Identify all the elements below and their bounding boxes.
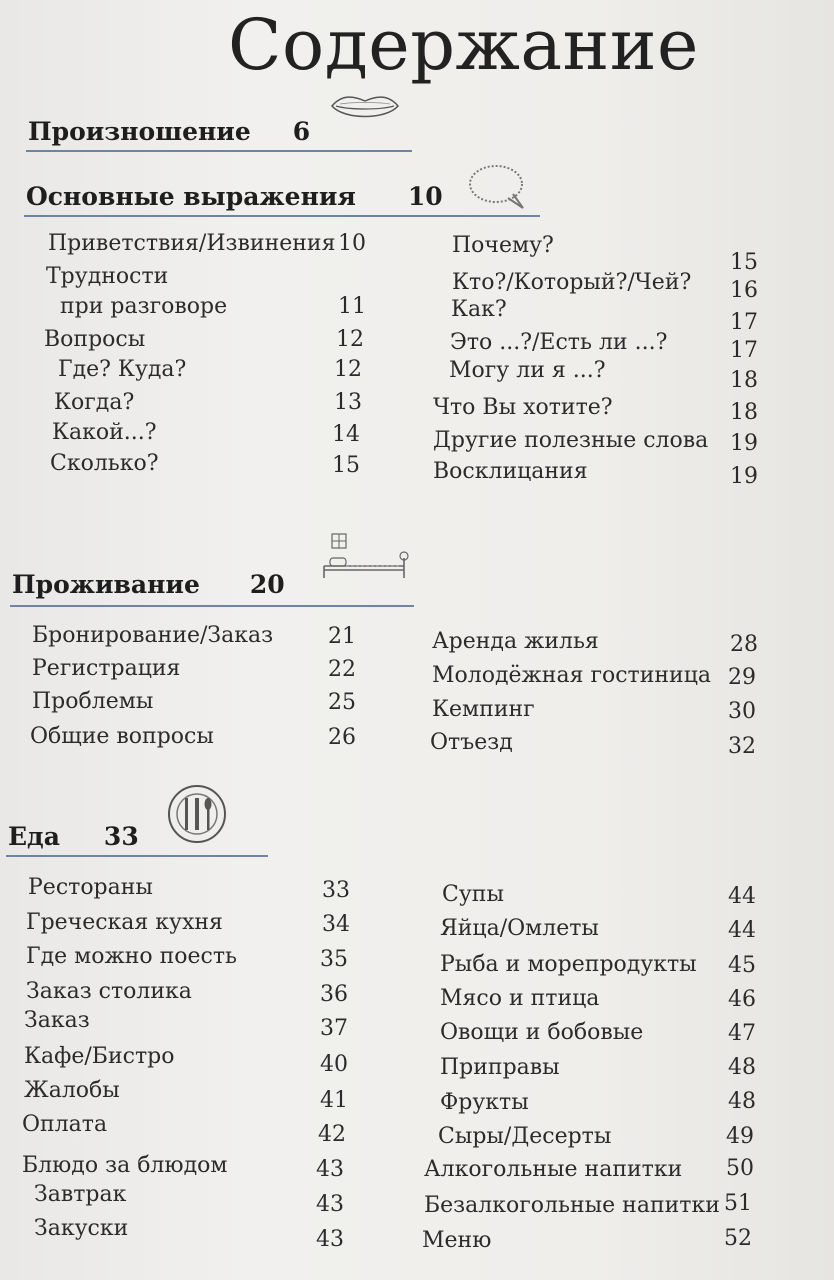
- bed-icon: [320, 530, 410, 582]
- section-basic[interactable]: [26, 182, 443, 211]
- toc-entry[interactable]: Как?: [451, 297, 507, 322]
- toc-page: 35: [320, 947, 348, 972]
- toc-page: 40: [320, 1052, 348, 1077]
- toc-page: 25: [328, 690, 356, 715]
- section-food-page: 33: [103, 822, 139, 851]
- toc-page: 28: [730, 632, 758, 657]
- toc-page: 10: [338, 231, 366, 256]
- section-food-label: Еда: [8, 822, 60, 851]
- toc-entry[interactable]: Трудности: [46, 264, 169, 289]
- section-rule: [26, 150, 412, 152]
- toc-entry[interactable]: Греческая кухня: [26, 910, 223, 935]
- toc-page: 43: [316, 1157, 344, 1182]
- section-rule: [10, 605, 414, 607]
- toc-page: 33: [322, 878, 350, 903]
- toc-page: 36: [320, 982, 348, 1007]
- speech-bubble-icon: [463, 162, 533, 212]
- section-lodging[interactable]: [12, 570, 285, 599]
- section-rule: [6, 855, 268, 857]
- toc-page: 52: [724, 1226, 752, 1251]
- section-rule: [24, 215, 540, 217]
- toc-entry[interactable]: Супы: [442, 882, 504, 907]
- toc-entry[interactable]: Приправы: [440, 1055, 560, 1080]
- toc-page: 19: [730, 464, 758, 489]
- toc-page: 49: [726, 1124, 754, 1149]
- toc-entry[interactable]: Общие вопросы: [30, 724, 214, 749]
- section-basic-label: Основные выражения: [26, 182, 356, 211]
- section-food[interactable]: [8, 822, 139, 851]
- toc-page: 48: [728, 1089, 756, 1114]
- toc-page: 34: [322, 912, 350, 937]
- toc-entry[interactable]: Что Вы хотите?: [433, 395, 613, 420]
- toc-entry[interactable]: Блюдо за блюдом: [22, 1153, 228, 1178]
- toc-entry[interactable]: Молодёжная гостиница: [432, 663, 711, 688]
- toc-entry[interactable]: Могу ли я ...?: [449, 358, 606, 383]
- toc-entry[interactable]: Вопросы: [44, 327, 146, 352]
- toc-entry[interactable]: Мясо и птица: [440, 986, 600, 1011]
- section-lodging-label: Проживание: [12, 570, 200, 599]
- toc-page: 44: [728, 884, 756, 909]
- toc-entry[interactable]: Сыры/Десерты: [438, 1124, 612, 1149]
- toc-page: 43: [316, 1227, 344, 1252]
- toc-page: 43: [316, 1192, 344, 1217]
- section-lodging-page: 20: [249, 570, 285, 599]
- toc-page: 18: [730, 368, 758, 393]
- toc-entry[interactable]: Почему?: [452, 233, 554, 258]
- toc-page: 32: [728, 734, 756, 759]
- toc-entry[interactable]: при разговоре: [60, 294, 228, 319]
- toc-page: 18: [730, 400, 758, 425]
- toc-page: 48: [728, 1055, 756, 1080]
- toc-page: 30: [728, 699, 756, 724]
- toc-entry[interactable]: Закуски: [34, 1216, 129, 1241]
- toc-page: 17: [730, 310, 758, 335]
- toc-entry[interactable]: Овощи и бобовые: [440, 1020, 644, 1045]
- toc-entry[interactable]: Когда?: [54, 390, 135, 415]
- toc-page: 26: [328, 725, 356, 750]
- toc-page: 15: [730, 250, 758, 275]
- plate-cutlery-icon: [164, 784, 230, 844]
- toc-entry[interactable]: Завтрак: [34, 1182, 127, 1207]
- toc-entry[interactable]: Рыба и морепродукты: [440, 952, 697, 977]
- toc-page: 17: [730, 338, 758, 363]
- toc-entry[interactable]: Фрукты: [440, 1090, 529, 1115]
- toc-page: 16: [730, 278, 758, 303]
- toc-entry[interactable]: Сколько?: [50, 451, 159, 476]
- toc-entry[interactable]: Восклицания: [433, 459, 588, 484]
- toc-entry[interactable]: Заказ: [24, 1008, 90, 1033]
- toc-entry[interactable]: Где? Куда?: [58, 357, 187, 382]
- section-basic-page: 10: [407, 182, 443, 211]
- toc-page: 11: [338, 294, 366, 319]
- toc-entry[interactable]: Безалкогольные напитки: [424, 1193, 720, 1218]
- toc-entry[interactable]: Рестораны: [28, 875, 153, 900]
- toc-page: 15: [332, 453, 360, 478]
- toc-entry[interactable]: Отъезд: [430, 730, 513, 755]
- page-title: Содержание: [228, 4, 699, 86]
- toc-entry[interactable]: Аренда жилья: [432, 629, 599, 654]
- toc-page: 29: [728, 665, 756, 690]
- toc-page: 42: [318, 1122, 346, 1147]
- toc-page: 44: [728, 918, 756, 943]
- toc-entry[interactable]: Приветствия/Извинения: [48, 231, 336, 256]
- toc-page: 12: [334, 357, 362, 382]
- toc-page: 50: [726, 1156, 754, 1181]
- toc-entry[interactable]: Кто?/Который?/Чей?: [452, 270, 692, 295]
- toc-page: 14: [332, 422, 360, 447]
- toc-entry[interactable]: Меню: [422, 1228, 492, 1253]
- toc-page: 41: [320, 1088, 348, 1113]
- toc-entry[interactable]: Какой...?: [52, 420, 157, 445]
- toc-entry[interactable]: Регистрация: [32, 656, 181, 681]
- section-pronunciation-label: Произношение: [28, 117, 251, 146]
- toc-page: 19: [730, 431, 758, 456]
- toc-page: 21: [328, 624, 356, 649]
- section-pronunciation[interactable]: [28, 117, 310, 146]
- toc-entry[interactable]: Это ...?/Есть ли ...?: [450, 330, 668, 355]
- toc-page: 13: [334, 390, 362, 415]
- lips-icon: [330, 92, 400, 122]
- toc-page: 51: [724, 1191, 752, 1216]
- toc-page: 46: [728, 987, 756, 1012]
- toc-entry[interactable]: Заказ столика: [26, 979, 192, 1004]
- toc-page: 37: [320, 1016, 348, 1041]
- toc-entry[interactable]: Кемпинг: [432, 697, 535, 722]
- toc-entry[interactable]: Жалобы: [24, 1078, 120, 1103]
- section-pronunciation-page: 6: [292, 117, 311, 146]
- toc-entry[interactable]: Яйца/Омлеты: [440, 916, 599, 941]
- toc-entry[interactable]: Бронирование/Заказ: [32, 623, 274, 648]
- toc-page: 12: [336, 327, 364, 352]
- toc-entry[interactable]: Другие полезные слова: [433, 428, 709, 453]
- toc-entry[interactable]: Кафе/Бистро: [24, 1044, 175, 1069]
- toc-entry[interactable]: Где можно поесть: [26, 944, 238, 969]
- toc-page: 22: [328, 657, 356, 682]
- toc-page: 47: [728, 1021, 756, 1046]
- toc-entry[interactable]: Проблемы: [32, 689, 154, 714]
- toc-page: 45: [728, 953, 756, 978]
- toc-entry[interactable]: Алкогольные напитки: [424, 1157, 683, 1182]
- toc-entry[interactable]: Оплата: [22, 1112, 108, 1137]
